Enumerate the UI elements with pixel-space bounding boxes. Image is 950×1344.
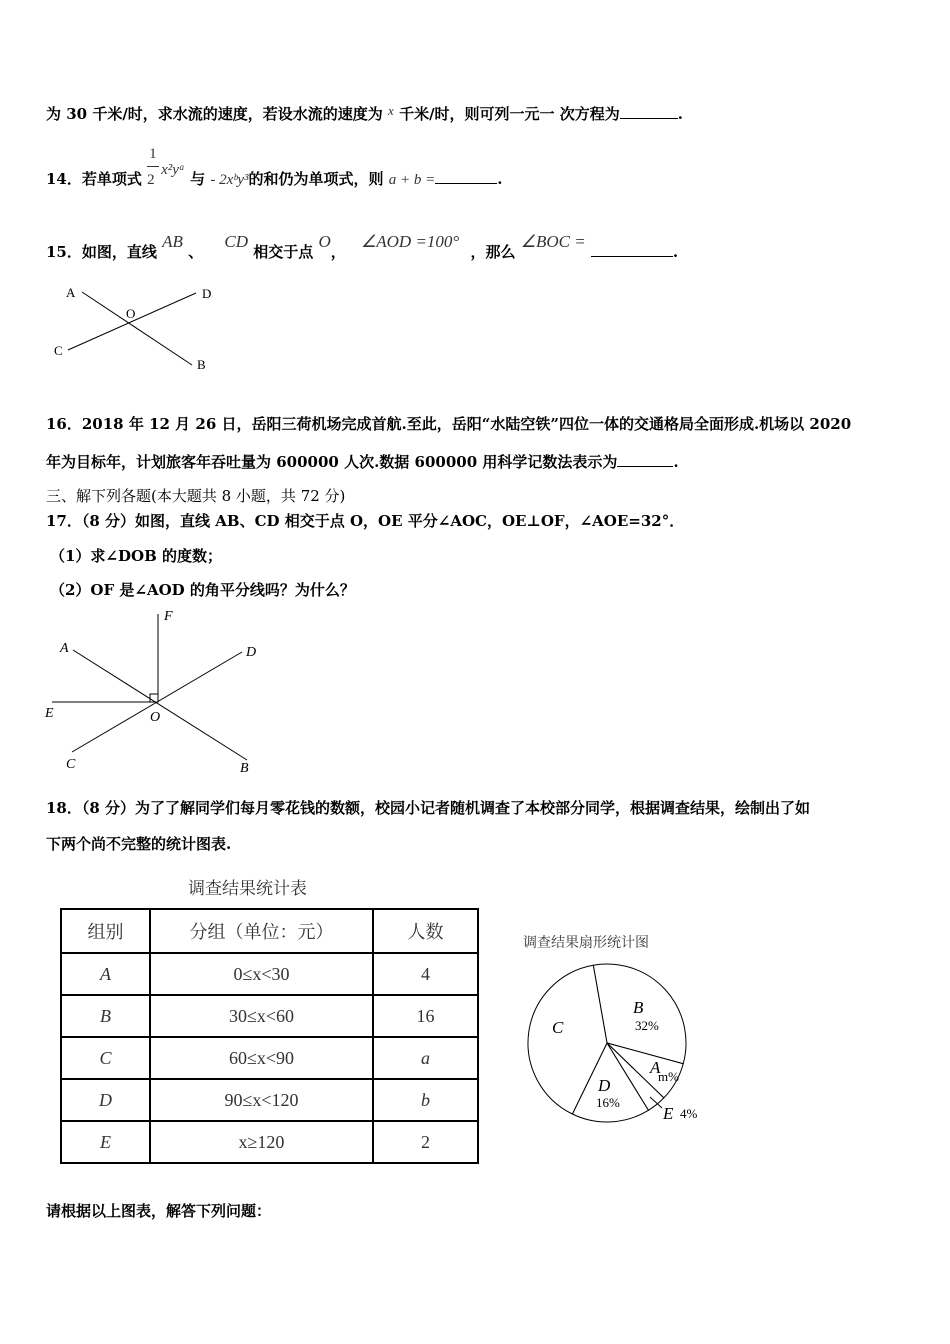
svg-text:O: O (126, 306, 136, 321)
table-cell: B (61, 995, 150, 1037)
table-cell: 30≤x<60 (150, 995, 373, 1037)
q17-figure (40, 600, 270, 780)
table-row (61, 953, 478, 995)
svg-text:C: C (54, 343, 63, 358)
table-cell: b (373, 1079, 478, 1121)
svg-text:O: O (150, 710, 161, 725)
footer-text: 请根据以上图表，解答下列问题： (46, 1202, 272, 1220)
stats-table (60, 908, 479, 1164)
table-title: 调查结果统计表 (188, 879, 307, 899)
table-cell: 0≤x<30 (150, 953, 373, 995)
table-cell: 4 (373, 953, 478, 995)
pie-label-B: B (633, 998, 644, 1017)
table-cell: C (61, 1037, 150, 1079)
q13-text: 为 30 千米/时，求水流的速度，若设水流的速度为 x 千米/时，则可列一元一 次方程为 . (46, 103, 683, 123)
q15-text: 15．如图，直线 AB 、 CD 相交于点 O， ∠AOD =100° ，那么 ∠BOC = . (46, 232, 679, 261)
pie-label-C: C (552, 1018, 564, 1037)
table-row (61, 995, 478, 1037)
table-row (61, 1037, 478, 1079)
q17-part2: （2）OF 是∠AOD 的角平分线吗？为什么？ (50, 581, 355, 599)
pie-chart (500, 925, 720, 1135)
section-heading: 三、解下列各题(本大题共 8 小题，共 72 分) (46, 487, 346, 505)
q16-line1: 16．2018 年 12 月 26 日，岳阳三荷机场完成首航.至此，岳阳“水陆空铁”四位一体的交通格局全面形成.机场以 2020 (46, 415, 852, 433)
table-cell: D (61, 1079, 150, 1121)
svg-text:B: B (197, 357, 206, 372)
table-cell: 16 (373, 995, 478, 1037)
svg-text:C: C (66, 757, 76, 772)
q18-line1: 18．（8 分）为了了解同学们每月零花钱的数额，校园小记者随机调查了本校部分同学，根据调查结果，绘制出了如 (46, 799, 811, 817)
pie-value-D: 16% (596, 1095, 620, 1110)
q16-line2: 年为目标年，计划旅客年吞吐量为 600000 人次.数据 600000 用科学记数法表示为 . (46, 453, 679, 471)
svg-text:A: A (66, 285, 76, 300)
table-cell: E (61, 1121, 150, 1163)
table-header: 组别 (61, 909, 150, 953)
pie-label-D: D (598, 1076, 611, 1095)
table-row (61, 1079, 478, 1121)
table-cell: 2 (373, 1121, 478, 1163)
svg-text:F: F (164, 609, 173, 624)
pie-title: 调查结果扇形统计图 (523, 936, 649, 951)
table-cell: 60≤x<90 (150, 1037, 373, 1079)
pie-value-B: 32% (635, 1018, 659, 1033)
pie-label-E: E (663, 1104, 674, 1123)
svg-text:A: A (60, 641, 69, 656)
q17-stem: 17．（8 分）如图，直线 AB、CD 相交于点 O，OE 平分∠AOC，OE⊥OF，∠AOE=32°． (46, 512, 685, 530)
q15-figure (40, 280, 240, 380)
pie-label-A: A (650, 1058, 661, 1077)
svg-text:D: D (202, 286, 212, 301)
pie-value-E: 4% (680, 1106, 698, 1121)
table-row (61, 1121, 478, 1163)
q18-line2: 下两个尚不完整的统计图表. (46, 835, 232, 853)
table-header: 分组（单位：元） (150, 909, 373, 953)
table-header: 人数 (373, 909, 478, 953)
table-cell: 90≤x<120 (150, 1079, 373, 1121)
pie-value-A: m% (658, 1069, 679, 1084)
q14-text: 14．若单项式 $\frac{1}{2}x^2yᵃ$ 与 - 2xᵇy³的和仍为单项式，则 a + b = . (46, 146, 503, 188)
svg-text:B: B (240, 761, 249, 776)
svg-text:D: D (246, 645, 257, 660)
table-cell: x≥120 (150, 1121, 373, 1163)
table-cell: A (61, 953, 150, 995)
table-cell: a (373, 1037, 478, 1079)
svg-text:E: E (45, 706, 54, 721)
q17-part1: （1）求∠DOB 的度数； (50, 547, 222, 565)
